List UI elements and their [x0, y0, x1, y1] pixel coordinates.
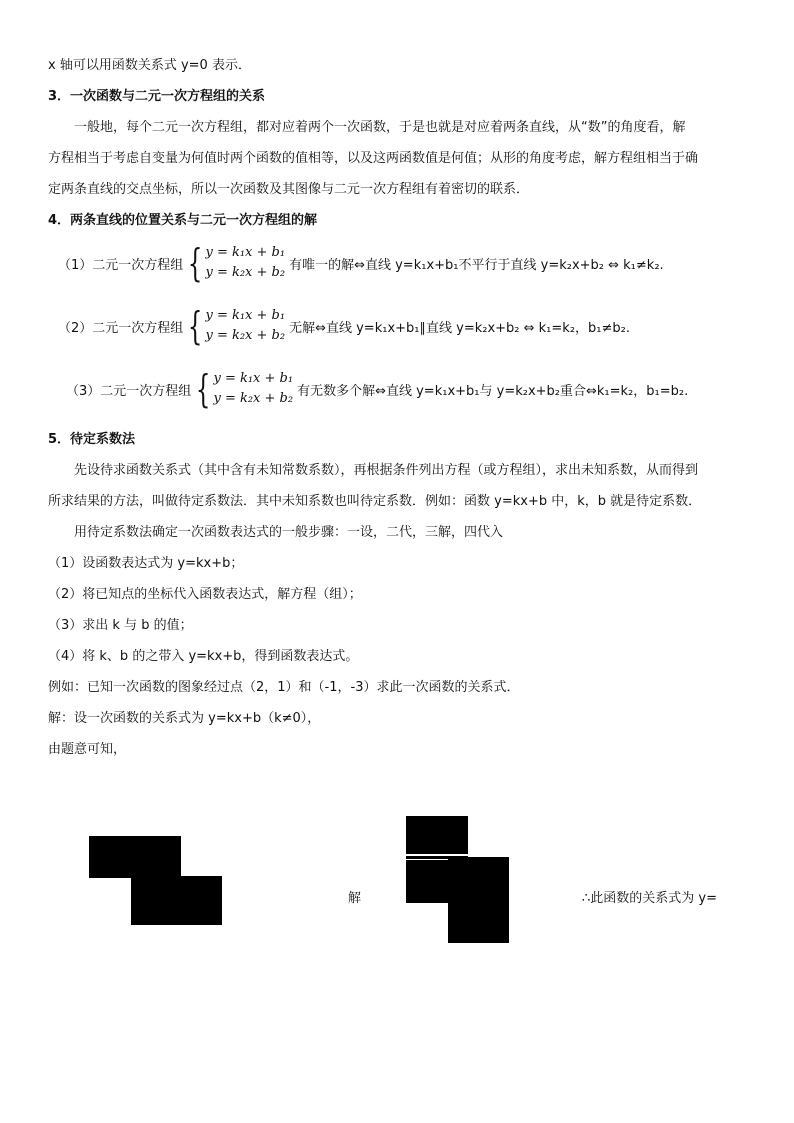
heading-section-5: 5．待定系数法: [48, 432, 136, 447]
paragraph-5-line-3: 用待定系数法确定一次函数表达式的一般步骤：一设，二代，三解，四代入: [74, 525, 504, 540]
heading-section-4: 4．两条直线的位置关系与二元一次方程组的解: [48, 213, 318, 228]
case-1-eq-1: y = k₁x + b₁: [205, 245, 286, 260]
case-2-suffix: 无解⇔直线 y=k₁x+b₁∥直线 y=k₂x+b₂ ⇔ k₁=k₂，b₁≠b₂.: [289, 320, 630, 336]
condition-line: 由题意可知，: [48, 742, 127, 757]
solve-label: 解: [348, 891, 362, 906]
case-3-eq-1: y = k₁x + b₁: [213, 371, 294, 386]
paragraph-5-line-1: 先设待求函数关系式（其中含有未知常数系数），再根据条件列出方程（或方程组），求出未知系数，从而得到: [74, 463, 699, 478]
case-3-eq-2: y = k₂x + b₂: [213, 391, 294, 406]
paragraph-3-line-1: 一般地，每个二元一次方程组，都对应着两个一次函数，于是也就是对应着两条直线，从“数”的角度看，解: [74, 120, 686, 135]
case-3-equations: [213, 369, 293, 409]
step-2: （2）将已知点的坐标代入函数表达式，解方程（组）；: [48, 587, 362, 602]
case-2-prefix: （2）二元一次方程组: [58, 320, 184, 336]
brace-icon: {: [196, 367, 211, 411]
brace-icon: {: [188, 304, 203, 348]
case-1-eq-2: y = k₂x + b₂: [205, 265, 286, 280]
case-2: [58, 306, 630, 346]
redacted-block: [181, 876, 222, 880]
example-line: 例如：已知一次函数的图象经过点（2，1）和（-1，-3）求此一次函数的关系式．: [48, 680, 520, 695]
brace-icon: {: [188, 241, 203, 285]
case-3-prefix: （3）二元一次方程组: [66, 383, 192, 399]
therefore-line: ∴此函数的关系式为 y=: [582, 891, 717, 906]
case-3: [66, 369, 688, 409]
case-1-equations: [205, 243, 285, 283]
case-1-suffix: 有唯一的解⇔直线 y=k₁x+b₁不平行于直线 y=k₂x+b₂ ⇔ k₁≠k₂.: [289, 257, 664, 273]
paragraph-3-line-3: 定两条直线的交点坐标，所以一次函数及其图像与二元一次方程组有着密切的联系．: [48, 182, 530, 197]
paragraph-5-line-2: 所求结果的方法，叫做待定系数法．其中未知系数也叫待定系数．例如：函数 y=kx+b 中，k，b 就是待定系数．: [48, 494, 702, 509]
solution-line: 解：设一次函数的关系式为 y=kx+b（k≠0），: [48, 711, 321, 726]
case-2-eq-1: y = k₁x + b₁: [205, 308, 286, 323]
case-2-eq-2: y = k₂x + b₂: [205, 328, 286, 343]
redacted-block: [406, 816, 468, 854]
redacted-block: [131, 878, 222, 925]
redacted-block: [89, 836, 181, 878]
step-1: （1）设函数表达式为 y=kx+b；: [48, 556, 244, 571]
step-4: （4）将 k、b 的之带入 y=kx+b，得到函数表达式。: [48, 649, 359, 664]
case-2-equations: [205, 306, 285, 346]
line-x-axis: x 轴可以用函数关系式 y=0 表示．: [48, 58, 251, 73]
case-1-prefix: （1）二元一次方程组: [58, 257, 184, 273]
step-3: （3）求出 k 与 b 的值；: [48, 618, 193, 633]
case-3-suffix: 有无数多个解⇔直线 y=k₁x+b₁与 y=k₂x+b₂重合⇔k₁=k₂，b₁=b₂.: [297, 383, 689, 399]
paragraph-3-line-2: 方程相当于考虑自变量为何值时两个函数的值相等，以及这两函数值是何值；从形的角度考虑，解方程组相当于确: [48, 151, 699, 166]
case-1: [58, 243, 664, 283]
heading-section-3: 3．一次函数与二元一次方程组的关系: [48, 89, 266, 104]
redacted-block: [448, 857, 509, 943]
